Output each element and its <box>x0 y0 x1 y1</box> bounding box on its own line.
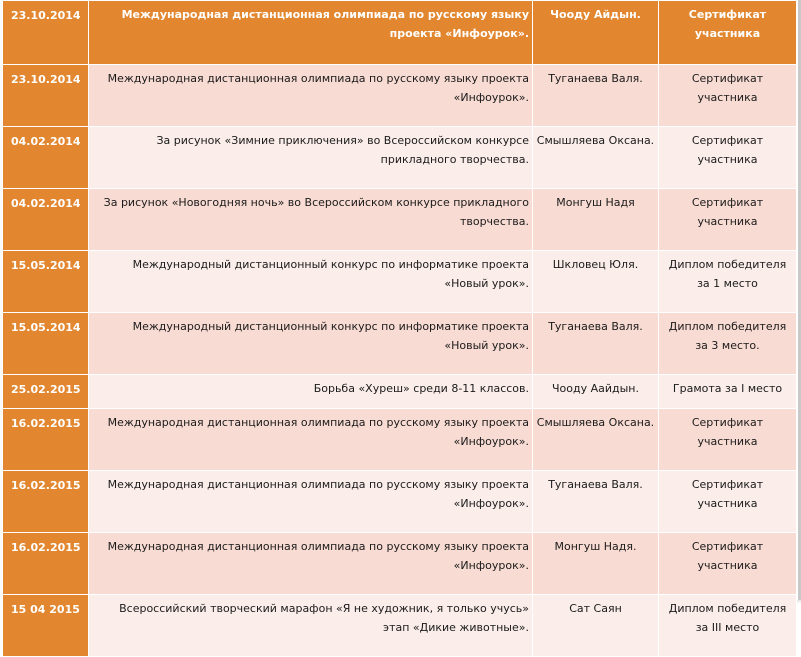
award-cell: Диплом победителя за 1 место <box>659 251 797 313</box>
date-cell: 16.02.2015 <box>3 471 89 533</box>
event-cell: Международная дистанционная олимпиада по русскому языку проекта «Инфоурок». <box>89 471 533 533</box>
table-row <box>3 65 797 127</box>
table-row <box>3 189 797 251</box>
header-award-cell: Сертификат участника <box>659 1 797 65</box>
participant-cell: Туганаева Валя. <box>533 65 659 127</box>
date-cell: 16.02.2015 <box>3 533 89 595</box>
header-event-cell: Международная дистанционная олимпиада по русскому языку проекта «Инфоурок». <box>89 1 533 65</box>
event-cell: За рисунок «Новогодняя ночь» во Всероссийском конкурсе прикладного творчества. <box>89 189 533 251</box>
award-cell: Сертификат участника <box>659 127 797 189</box>
table-row <box>3 251 797 313</box>
table-row <box>3 375 797 409</box>
date-cell: 04.02.2014 <box>3 189 89 251</box>
date-cell: 23.10.2014 <box>3 65 89 127</box>
participant-cell: Шкловец Юля. <box>533 251 659 313</box>
participant-cell: Монгуш Надя <box>533 189 659 251</box>
award-cell: Диплом победителя за III место <box>659 595 797 657</box>
achievements-table-wrapper <box>2 0 801 634</box>
award-cell: Сертификат участника <box>659 471 797 533</box>
date-cell: 04.02.2014 <box>3 127 89 189</box>
award-cell: Сертификат участника <box>659 65 797 127</box>
date-cell: 16.02.2015 <box>3 409 89 471</box>
table-row <box>3 127 797 189</box>
event-cell: Всероссийский творческий марафон «Я не художник, я только учусь» этап «Дикие животные». <box>89 595 533 657</box>
participant-cell: Смышляева Оксана. <box>533 409 659 471</box>
table-row <box>3 533 797 595</box>
participant-cell: Чооду Аайдын. <box>533 375 659 409</box>
achievements-table <box>2 0 797 657</box>
event-cell: Борьба «Хуреш» среди 8-11 классов. <box>89 375 533 409</box>
table-row <box>3 409 797 471</box>
participant-cell: Туганаева Валя. <box>533 313 659 375</box>
table-row <box>3 595 797 657</box>
participant-cell: Смышляева Оксана. <box>533 127 659 189</box>
award-cell: Сертификат участника <box>659 533 797 595</box>
header-date-cell: 23.10.2014 <box>3 1 89 65</box>
date-cell: 15.05.2014 <box>3 251 89 313</box>
event-cell: Международная дистанционная олимпиада по русскому языку проекта «Инфоурок». <box>89 409 533 471</box>
participant-cell: Монгуш Надя. <box>533 533 659 595</box>
event-cell: Международный дистанционный конкурс по информатике проекта «Новый урок». <box>89 313 533 375</box>
event-cell: За рисунок «Зимние приключения» во Всероссийском конкурсе прикладного творчества. <box>89 127 533 189</box>
date-cell: 25.02.2015 <box>3 375 89 409</box>
award-cell: Диплом победителя за 3 место. <box>659 313 797 375</box>
date-cell: 15.05.2014 <box>3 313 89 375</box>
event-cell: Международная дистанционная олимпиада по русскому языку проекта «Инфоурок». <box>89 65 533 127</box>
table-row <box>3 313 797 375</box>
table-header-row <box>3 1 797 65</box>
award-cell: Сертификат участника <box>659 409 797 471</box>
participant-cell: Туганаева Валя. <box>533 471 659 533</box>
participant-cell: Сат Саян <box>533 595 659 657</box>
table-row <box>3 471 797 533</box>
event-cell: Международная дистанционная олимпиада по русскому языку проекта «Инфоурок». <box>89 533 533 595</box>
header-participant-cell: Чооду Айдын. <box>533 1 659 65</box>
date-cell: 15 04 2015 <box>3 595 89 657</box>
award-cell: Сертификат участника <box>659 189 797 251</box>
event-cell: Международный дистанционный конкурс по информатике проекта «Новый урок». <box>89 251 533 313</box>
award-cell: Грамота за I место <box>659 375 797 409</box>
